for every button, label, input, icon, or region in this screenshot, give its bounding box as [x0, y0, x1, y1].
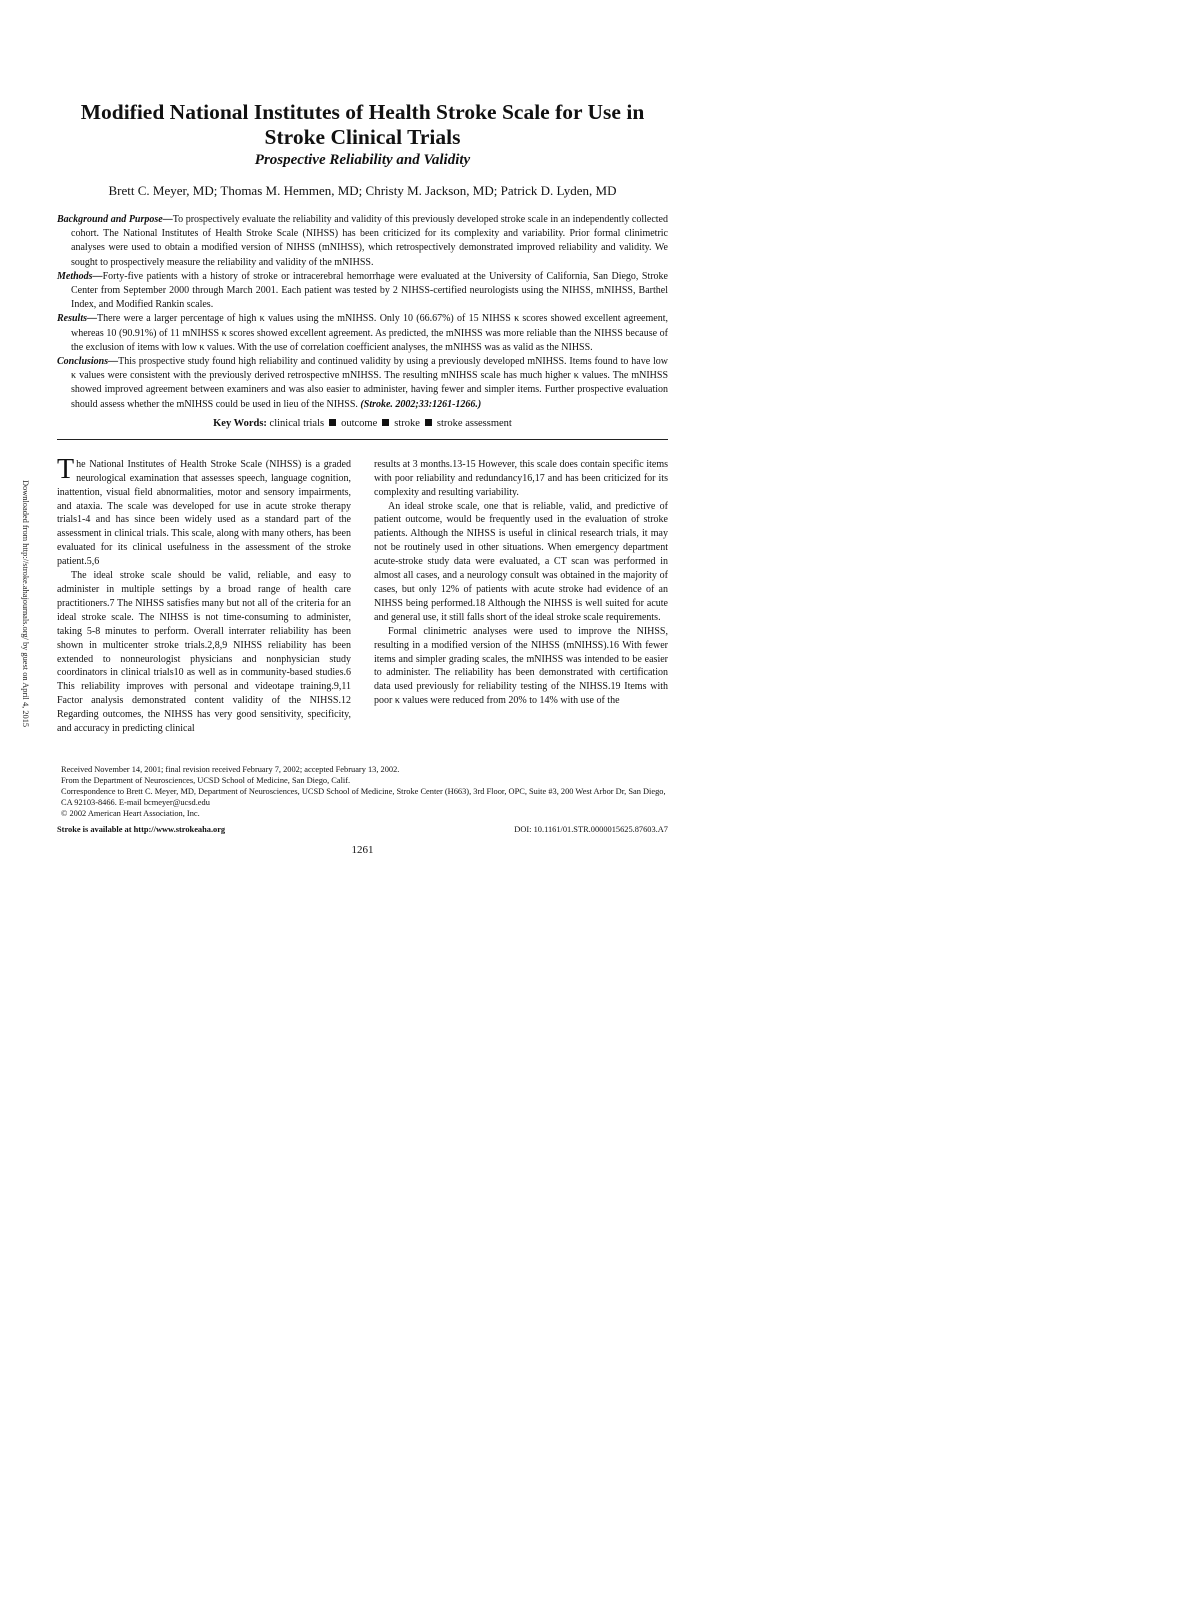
body-columns — [57, 453, 668, 736]
body-paragraph: The ideal stroke scale should be valid, reliable, and easy to administer in multiple settings by a broad range of health care practitioners.7 The NIHSS satisfies many but not all of the criteria for an ideal stroke scale. The NIHSS is not time-consuming to administer, taking 5-8 minutes to perform. Overall interrater reliability has been shown in multicenter stroke trials.2,8,9 NIHSS reliability has been extended to nonneurologist physicians and nonphysician study coordinators in clinical trials10 as well as in community-based studies.6 This reliability improves with personal and videotape training.9,11 Factor analysis demonstrated content validity of the NIHSS.12 Regarding outcomes, the NIHSS has very good sensitivity, specificity, and accuracy in predicting clinical — [57, 570, 351, 735]
abstract-background — [57, 213, 668, 270]
article-page — [57, 100, 668, 856]
footer-row — [57, 825, 668, 834]
methods-label: Methods— — [57, 270, 103, 282]
results-text: There were a larger percentage of high κ values using the mNIHSS. Only 10 (66.67%) of 15 NIHSS κ scores showed excellent agreement, whereas 10 (90.91%) of 11 mNIHSS κ scores showed excellent agreement. As predicted, the mNIHSS was more reliable than the NIHSS because of the exclusion of items with low κ values. With the use of correlation coefficient analyses, the mNIHSS was as valid as the NIHSS. — [71, 313, 668, 353]
body-paragraph: Formal clinimetric analyses were used to improve the NIHSS, resulting in a modified version of the NIHSS (mNIHSS).16 With fewer items and simpler grading scales, the mNIHSS was intended to be easier to administer. The reliability has been demonstrated with certification data used previously for reliability testing of the NIHSS.19 Items with poor κ values were reduced from 20% to 14% with use of the — [374, 625, 668, 707]
body-paragraph: results at 3 months.13-15 However, this scale does contain specific items with poor reliability and redundancy16,17 and has been criticized for its complexity and resulting variability. — [374, 458, 668, 498]
background-label: Background and Purpose— — [57, 214, 173, 225]
drop-cap: T — [57, 453, 75, 485]
citation: (Stroke. 2002;33:1261-1266.) — [360, 398, 482, 410]
keyword: outcome — [341, 417, 378, 429]
body-column-right — [374, 458, 668, 736]
keyword: stroke — [394, 417, 420, 429]
conclusions-text: This prospective study found high reliability and continued validity by using a previously developed mNIHSS. Items found to have low κ values were consistent with the previously derived retrospective mNIHSS. The resulting mNIHSS scale has much higher κ values. The mNIHSS showed improved agreement between examiners and was also easier to administer, having fewer and simpler items. Further prospective evaluation should assess whether the mNIHSS could be used in lieu of the NIHSS. — [71, 356, 668, 410]
background-text: To prospectively evaluate the reliability and validity of this previously developed stroke scale in an independently collected cohort. The National Institutes of Health Stroke Scale (NIHSS) has been criticized for its complexity and variability. Prior formal clinimetric analyses were used to obtain a modified version of NIHSS (mNIHSS), which retrospectively demonstrated improved reliability and validity. We sought to prospectively measure the reliability and validity of the mNIHSS. — [71, 214, 668, 268]
body-column-left — [57, 453, 351, 736]
section-divider — [57, 439, 668, 440]
body-paragraph: An ideal stroke scale, one that is reliable, valid, and predictive of patient outcome, would be frequently used in the evaluation of stroke patients. Although the NIHSS is useful in clinical research trials, it may not be routinely used in other situations. When emergency department acute-stroke study data were evaluated, a CT scan was performed in almost all cases, and a neurology consult was obtained in the majority of cases, but only 12% of patients with acute stroke had evidence of an NIHSS being performed.18 Although the NIHSS is well suited for acute and general use, it still falls short of the ideal stroke scale requirements. — [374, 500, 668, 623]
article-title: Modified National Institutes of Health Stroke Scale for Use in Stroke Clinical Trials — [80, 100, 645, 149]
footnote-received: Received November 14, 2001; final revision received February 7, 2002; accepted February 13, 2002. — [61, 764, 400, 774]
keywords — [57, 418, 668, 429]
download-sidebar: Downloaded from http://stroke.ahajournals.org/ by guest on April 4, 2015 — [21, 480, 30, 728]
keywords-label: Key Words: — [213, 417, 267, 429]
footnotes — [57, 764, 668, 819]
abstract-results — [57, 312, 668, 355]
journal-availability: Stroke is available at http://www.strokeaha.org — [57, 824, 226, 834]
keyword: stroke assessment — [436, 417, 512, 429]
results-label: Results— — [57, 313, 98, 325]
doi: DOI: 10.1161/01.STR.0000015625.87603.A7 — [514, 824, 668, 834]
footnote-copyright: © 2002 American Heart Association, Inc. — [61, 808, 200, 818]
abstract-conclusions — [57, 355, 668, 412]
body-paragraph — [57, 453, 351, 569]
page-number: 1261 — [351, 843, 374, 856]
keyword: clinical trials — [269, 417, 325, 429]
footnote-correspondence: Correspondence to Brett C. Meyer, MD, Department of Neurosciences, UCSD School of Medicine, Stroke Center (H663), 3rd Floor, OPC, Suite #3, 200 West Arbor Dr, San Diego, CA 92103-8466. E-mail bcmeyer@ucsd.edu — [61, 786, 666, 807]
article-subtitle: Prospective Reliability and Validity — [254, 152, 471, 168]
footnote-affiliation: From the Department of Neurosciences, UCSD School of Medicine, San Diego, Calif. — [61, 775, 351, 785]
paragraph-text: he National Institutes of Health Stroke Scale (NIHSS) is a graded neurological examination that assesses speech, language cognition, inattention, visual field abnormalities, motor and sensory impairments, and ataxia. The scale was developed for use in acute stroke therapy trials1-4 and has since been widely used as a standard part of the assessment in clinical trials. This scale, along with many others, has been evaluated for its clinical usefulness in the assessment of the stroke patient.5,6 — [57, 458, 351, 568]
square-bullet-icon — [425, 419, 432, 426]
square-bullet-icon — [382, 419, 389, 426]
abstract — [57, 213, 668, 412]
methods-text: Forty-five patients with a history of stroke or intracerebral hemorrhage were evaluated at the University of California, San Diego, Stroke Center from September 2000 through March 2001. Each patient was tested by 2 NIHSS-certified neurologists using the NIHSS, mNIHSS, Barthel Index, and Modified Rankin scales. — [71, 270, 668, 311]
square-bullet-icon — [329, 419, 336, 426]
abstract-methods — [57, 270, 668, 313]
conclusions-label: Conclusions— — [57, 356, 119, 368]
author-list: Brett C. Meyer, MD; Thomas M. Hemmen, MD; Christy M. Jackson, MD; Patrick D. Lyden, MD — [108, 183, 617, 198]
